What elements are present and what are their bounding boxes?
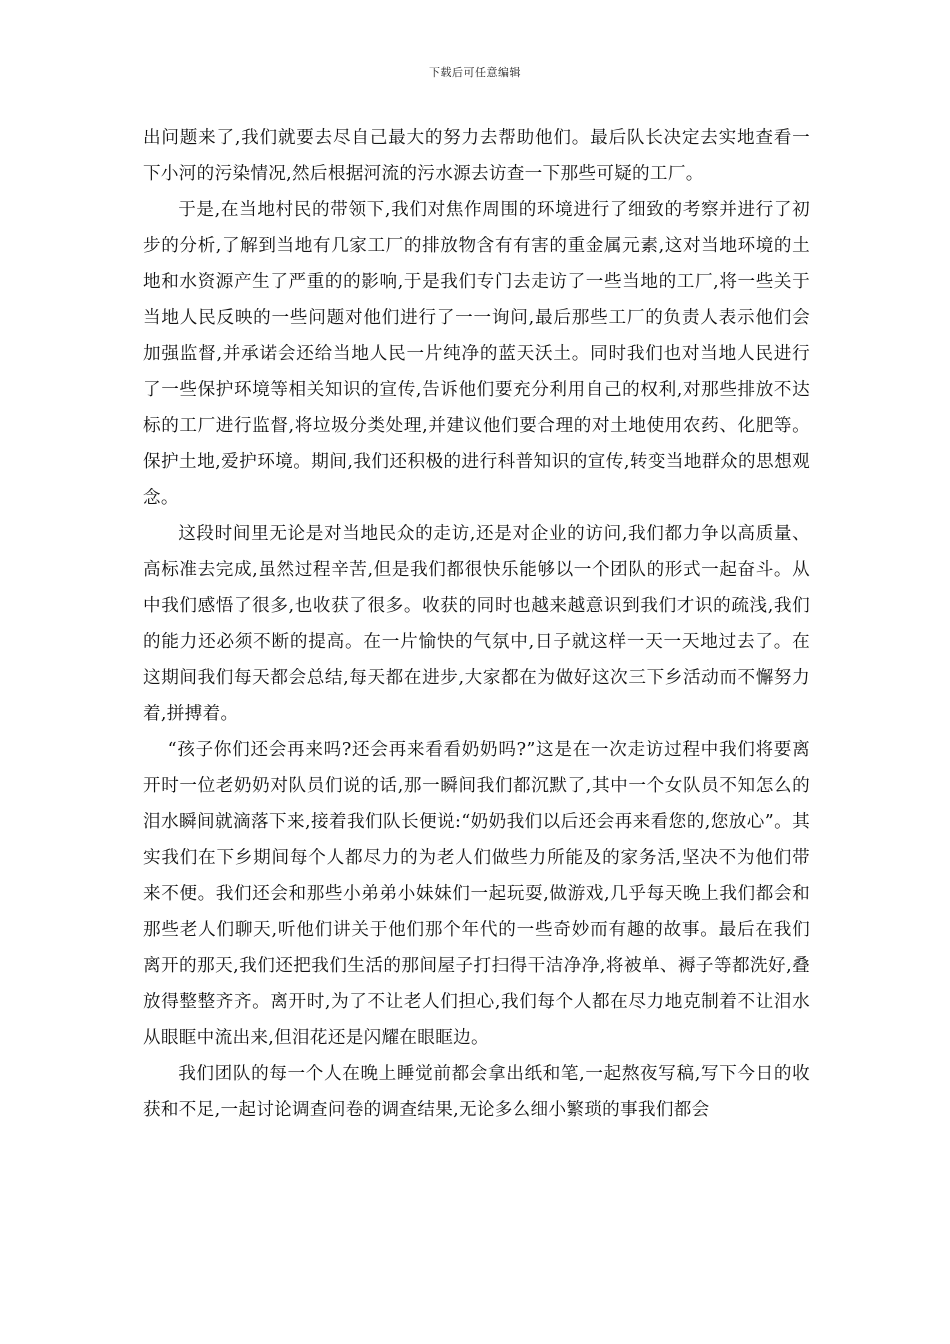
paragraph-3: 这段时间里无论是对当地民众的走访,还是对企业的访问,我们都力争以高质量、高标准去完成,虽然过程辛苦,但是我们都很快乐能够以一个团队的形式一起奋斗。从中我们感悟了很多,也收获了很多。收获的同时也越来越意识到我们才识的疏浅,我们的能力还必须不断的提高。在一片愉快的气氛中,日子就这样一天一天地过去了。在这期间我们每天都会总结,每天都在进步,大家都在为做好这次三下乡活动而不懈努力着,拼搏着。 <box>143 524 810 724</box>
paragraph-5: 我们团队的每一个人在晚上睡觉前都会拿出纸和笔,一起熬夜写稿,写下今日的收获和不足,一起讨论调查问卷的调查结果,无论多么细小繁琐的事我们都会 <box>143 1064 810 1120</box>
paragraph-2: 于是,在当地村民的带领下,我们对焦作周围的环境进行了细致的考察并进行了初步的分析,了解到当地有几家工厂的排放物含有有害的重金属元素,这对当地环境的土地和水资源产生了严重的的影响,于是我们专门去走访了一些当地的工厂,将一些关于当地人民反映的一些问题对他们进行了一一询问,最后那些工厂的负责人表示他们会加强监督,并承诺会还给当地人民一片纯净的蓝天沃土。同时我们也对当地人民进行了一些保护环境等相关知识的宣传,告诉他们要充分利用自己的权利,对那些排放不达标的工厂进行监督,将垃圾分类处理,并建议他们要合理的对土地使用农药、化肥等。保护土地,爱护环境。期间,我们还积极的进行科普知识的宣传,转变当地群众的思想观念。 <box>143 200 810 508</box>
paragraph-1: 出问题来了,我们就要去尽自己最大的努力去帮助他们。最后队长决定去实地查看一下小河的污染情况,然后根据河流的污水源去访查一下那些可疑的工厂。 <box>143 128 810 184</box>
paragraph-4: “孩子你们还会再来吗?还会再来看看奶奶吗?”这是在一次走访过程中我们将要离开时一位老奶奶对队员们说的话,那一瞬间我们都沉默了,其中一个女队员不知怎么的泪水瞬间就滴落下来,接着我们队长便说:“奶奶我们以后还会再来看您的,您放心”。其实我们在下乡期间每个人都尽力的为老人们做些力所能及的家务活,坚决不为他们带来不便。我们还会和那些小弟弟小妹妹们一起玩耍,做游戏,几乎每天晚上我们都会和那些老人们聊天,听他们讲关于他们那个年代的一些奇妙而有趣的故事。最后在我们离开的那天,我们还把我们生活的那间屋子打扫得干洁净净,将被单、褥子等都洗好,叠放得整整齐齐。离开时,为了不让老人们担心,我们每个人都在尽力地克制着不让泪水从眼眶中流出来,但泪花还是闪耀在眼眶边。 <box>143 740 810 1048</box>
page-header: 下载后可任意编辑 <box>429 66 521 79</box>
document-body <box>143 120 810 1128</box>
